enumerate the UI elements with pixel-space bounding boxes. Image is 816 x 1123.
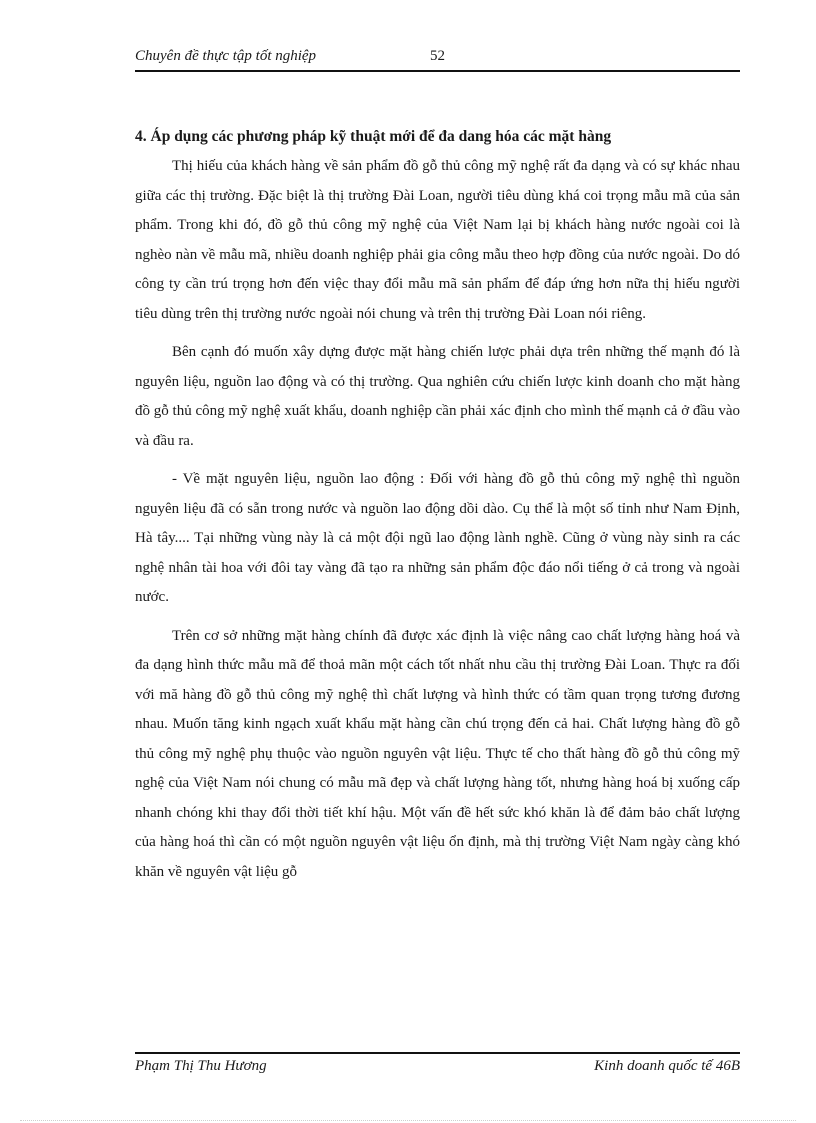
paragraph-1: Thị hiếu của khách hàng về sản phẩm đồ gỗ thủ công mỹ nghệ rất đa dạng và có sự khác nhau giữa các thị trường. Đặc biệt là thị trường Đài Loan, người tiêu dùng khá coi trọng mẫu mã của sản phẩm. Trong khi đó, đồ gỗ thủ công mỹ nghệ của Việt Nam lại bị khách hàng nước ngoài coi là nghèo nàn về mẫu mã, nhiều doanh nghiệp phải gia công mẫu theo hợp đồng của nước ngoài. Do dó công ty cần trú trọng hơn đến việc thay đổi mẫu mã sản phẩm để đáp ứng hơn nữa thị hiếu người tiêu dùng trên thị trường nước ngoài nói chung và trên thị trường Đài Loan nói riêng. xyxy=(135,158,740,322)
section-heading: 4. Áp dụng các phương pháp kỹ thuật mới để đa dang hóa các mặt hàng xyxy=(135,128,612,145)
footer-class: Kinh doanh quốc tế 46B xyxy=(594,1058,740,1074)
page-edge-divider xyxy=(20,1120,796,1121)
page-footer xyxy=(135,1052,740,1080)
paragraph-2: Bên cạnh đó muốn xây dựng được mặt hàng chiến lược phải dựa trên những thế mạnh đó là nguyên liệu, nguồn lao động và có thị trường. Qua nghiên cứu chiến lược kinh doanh cho mặt hàng đồ gỗ thủ công mỹ nghệ xuất khẩu, doanh nghiệp cần phải xác định cho mình thế mạnh cả ở đầu vào và đầu ra. xyxy=(135,344,740,449)
header-title: Chuyên đề thực tập tốt nghiệp xyxy=(135,48,317,64)
page-body xyxy=(135,128,740,896)
paragraph-3: - Về mặt nguyên liệu, nguồn lao động : Đối với hàng đồ gỗ thủ công mỹ nghệ thì nguồn nguyên liệu đã có sẵn trong nước và nguồn lao động dồi dào. Cụ thể là một số tỉnh như Nam Định, Hà tây.... Tại những vùng này là cả một đội ngũ lao động lành nghề. Cũng ở vùng này sinh ra các nghệ nhân tài hoa với đôi tay vàng đã tạo ra những sản phẩm độc đáo nổi tiếng ở cả trong và ngoài nước. xyxy=(135,471,740,605)
page-header xyxy=(135,48,740,72)
footer-author: Phạm Thị Thu Hương xyxy=(135,1058,267,1074)
page-number: 52 xyxy=(430,48,445,64)
paragraph-4: Trên cơ sở những mặt hàng chính đã được xác định là việc nâng cao chất lượng hàng hoá và đa dạng hình thức mẫu mã để thoả mãn một cách tốt nhất nhu cầu thị trường Đài Loan. Thực ra đối với mă hàng đồ gỗ thủ công mỹ nghệ thì chất lượng và hình thức có tầm quan trọng tương đương nhau. Muốn tăng kinh ngạch xuất khẩu mặt hàng cần chú trọng đến cả hai. Chất lượng hàng đồ gỗ thủ công mỹ nghệ phụ thuộc vào nguồn nguyên vật liệu. Thực tế cho thất hàng đồ gỗ thủ công mỹ nghệ của Việt Nam nói chung có mẫu mã đẹp và chất lượng hàng tốt, nhưng hàng hoá bị xuống cấp nhanh chóng khi thay đổi thời tiết khí hậu. Một vấn đề hết sức khó khăn là để đảm bảo chất lượng của hàng hoá thì cần có một nguồn nguyên vật liệu ổn định, mà thị trường Việt Nam ngày càng khó khăn về nguyên vật liệu gỗ xyxy=(135,627,740,880)
